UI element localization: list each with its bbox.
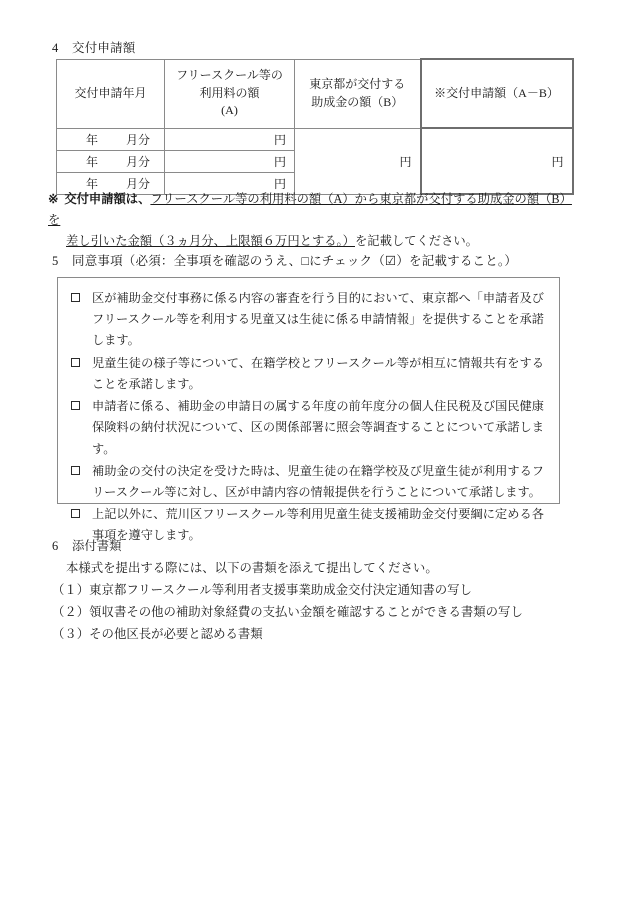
table-header-row [57, 59, 573, 128]
section-5-title: 同意事項（必須：全事項を確認のうえ、□にチェック（☑）を記載すること。） [72, 254, 518, 268]
section-6-block [52, 535, 592, 645]
consent-item-label: 補助金の交付の決定を受けた時は、児童生徒の在籍学校及び児童生徒が利用するフリースクール等に対し、区が申請内容の情報提供を行うことについて承諾します。 [92, 463, 544, 499]
consent-item-label: 申請者に係る、補助金の申請日の属する年度の前年度分の個人住民税及び国民健康保険料の納付状況について、区の関係部署に照会等調査することについて承諾します。 [92, 399, 544, 456]
note-underlined-line1: フリースクール等の利用料の額（A）から東京都が交付する助成金の額（B）を [48, 192, 572, 228]
year-label-1: 年 [85, 132, 98, 147]
section-6-heading [52, 535, 592, 557]
fee-amount-cell-2[interactable]: 円 [165, 150, 295, 172]
checkbox-icon[interactable] [71, 358, 80, 367]
section-5-heading [52, 251, 517, 269]
application-month-cell-2[interactable] [57, 150, 165, 172]
header-fee-amount [165, 59, 295, 128]
list-item[interactable] [71, 353, 544, 395]
tokyo-grant-amount-cell[interactable]: 円 [295, 128, 421, 194]
section-4-number: 4 [52, 41, 59, 55]
table-row [57, 128, 573, 150]
year-label-2: 年 [85, 154, 98, 169]
checkbox-icon[interactable] [71, 509, 80, 518]
note-line2 [48, 231, 578, 252]
section-6-number: 6 [52, 539, 59, 553]
section-6-lead: 本様式を提出する際には、以下の書類を添えて提出してください。 [66, 561, 438, 576]
checkbox-icon[interactable] [71, 293, 80, 302]
section-5-number: 5 [52, 254, 59, 268]
note-tail: を記載してください。 [354, 234, 478, 249]
month-label-1: 月分 [125, 132, 150, 147]
header-tokyo-grant-line1: 東京都が交付する [309, 77, 406, 92]
application-month-cell-1[interactable] [57, 128, 165, 150]
section-4-title: 交付申請額 [72, 41, 136, 55]
header-tokyo-grant-line2: 助成金の額（B） [311, 94, 404, 109]
header-fee-amount-line3: (A) [221, 103, 238, 118]
note-mark: ※ [48, 192, 59, 206]
list-item[interactable] [71, 396, 544, 460]
consent-item-label: 上記以外に、荒川区フリースクール等利用児童生徒支援補助金交付要綱に定める各事項を遵守します。 [92, 507, 544, 543]
header-tokyo-grant [295, 59, 421, 128]
list-item[interactable] [71, 461, 544, 503]
checkbox-icon[interactable] [71, 466, 80, 475]
checkbox-icon[interactable] [71, 401, 80, 410]
list-item[interactable] [71, 288, 544, 352]
header-fee-amount-line1: フリースクール等の [176, 68, 283, 83]
header-fee-amount-line2: 利用料の額 [199, 85, 260, 100]
fee-amount-cell-1[interactable]: 円 [165, 128, 295, 150]
note-lead: 交付申請額は、 [64, 192, 151, 206]
fee-amount-cell-3[interactable]: 円 [165, 172, 295, 194]
attachment-item: （３）その他区長が必要と認める書類 [52, 627, 263, 642]
month-label-2: 月分 [125, 154, 150, 169]
header-application-month: 交付申請年月 [57, 59, 165, 128]
month-label-3: 月分 [125, 176, 150, 191]
year-label-3: 年 [85, 176, 98, 191]
amount-table [56, 58, 574, 195]
consent-item-label: 区が補助金交付事務に係る内容の審査を行う目的において、東京都へ「申請者及びフリースクール等を利用する児童又は生徒に係る申請情報」を提供することを承諾します。 [92, 291, 544, 348]
header-request-amount: ※交付申請額（A－B） [421, 59, 573, 128]
consent-list [57, 288, 560, 548]
section-6-title: 添付書類 [72, 539, 122, 553]
section-4-heading [52, 38, 136, 56]
note-underlined-line2: 差し引いた金額（３ヵ月分、上限額６万円とする。） [66, 234, 355, 249]
request-amount-cell[interactable]: 円 [421, 128, 573, 194]
amount-note [48, 189, 578, 252]
attachment-item: （２）領収書その他の補助対象経費の支払い金額を確認することができる書類の写し [52, 605, 523, 620]
consent-item-label: 児童生徒の様子等について、在籍学校とフリースクール等が相互に情報共有をすることを承諾します。 [92, 355, 544, 391]
attachment-item: （１）東京都フリースクール等利用者支援事業助成金交付決定通知書の写し [52, 583, 472, 598]
